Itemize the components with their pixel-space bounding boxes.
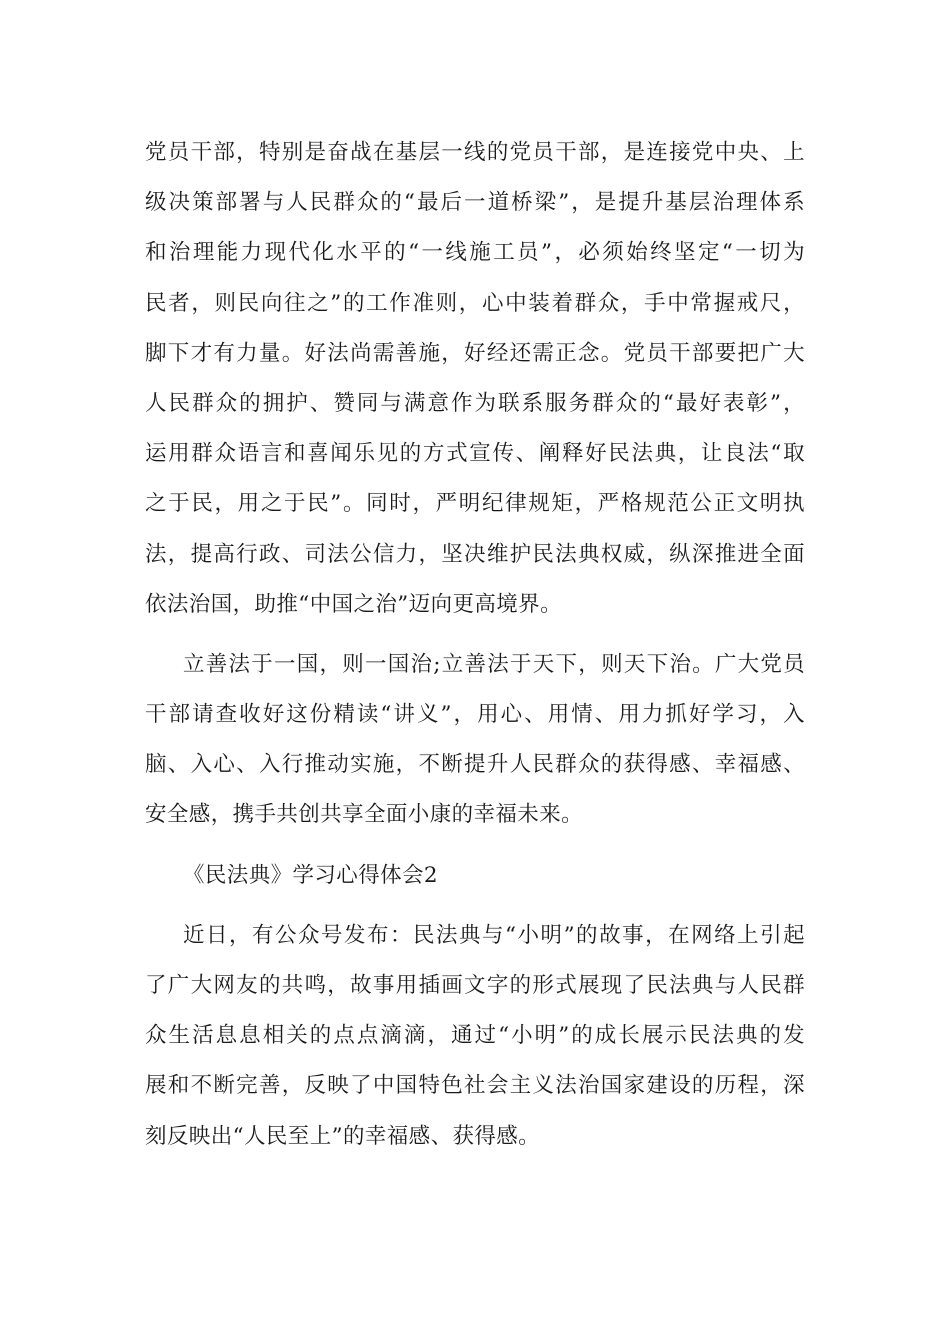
text-line: 脚下才有力量。好法尚需善施，好经还需正念。党员干部要把广大 — [145, 340, 805, 366]
text-line: 了广大网友的共鸣，故事用插画文字的形式展现了民法典与人民群 — [145, 973, 805, 998]
text-line: 级决策部署与人民群众的“最后一道桥梁”，是提升基层治理体系 — [145, 190, 805, 216]
section-heading: 《民法典》学习心得体会2 — [183, 862, 438, 888]
paragraph-3 — [145, 911, 805, 1162]
text-line: 民者，则民向往之”的工作准则，心中装着群众，手中常握戒尺， — [145, 290, 805, 316]
document-page — [145, 128, 805, 1172]
text-line: 刻反映出“人民至上”的幸福感、获得感。 — [145, 1123, 541, 1149]
text-line: 运用群众语言和喜闻乐见的方式宣传、阐释好民法典，让良法“取 — [145, 441, 805, 467]
text-line: 党员干部，特别是奋战在基层一线的党员干部，是连接党中央、上 — [145, 140, 805, 165]
text-line: 众生活息息相关的点点滴滴，通过“小明”的成长展示民法典的发 — [145, 1023, 805, 1049]
text-line: 依法治国，助推“中国之治”迈向更高境界。 — [145, 591, 562, 617]
paragraph-2 — [145, 640, 805, 841]
text-line: 干部请查收好这份精读“讲义”，用心、用情、用力抓好学习，入 — [145, 702, 805, 728]
text-line: 立善法于一国，则一国治;立善法于天下，则天下治。广大党员 — [183, 651, 805, 677]
text-line: 法，提高行政、司法公信力，坚决维护民法典权威，纵深推进全面 — [145, 541, 805, 567]
text-line: 展和不断完善，反映了中国特色社会主义法治国家建设的历程，深 — [145, 1073, 805, 1099]
text-line: 和治理能力现代化水平的“一线施工员”，必须始终坚定“一切为 — [145, 240, 805, 266]
text-line: 近日，有公众号发布：民法典与“小明”的故事，在网络上引起 — [183, 922, 805, 948]
text-line: 安全感，携手共创共享全面小康的幸福未来。 — [145, 802, 584, 828]
paragraph-1 — [145, 128, 805, 630]
text-line: 脑、入心、入行推动实施，不断提升人民群众的获得感、幸福感、 — [145, 752, 805, 778]
text-line: 之于民，用之于民”。同时，严明纪律规矩，严格规范公正文明执 — [145, 491, 805, 517]
text-line: 人民群众的拥护、赞同与满意作为联系服务群众的“最好表彰”， — [145, 390, 805, 416]
